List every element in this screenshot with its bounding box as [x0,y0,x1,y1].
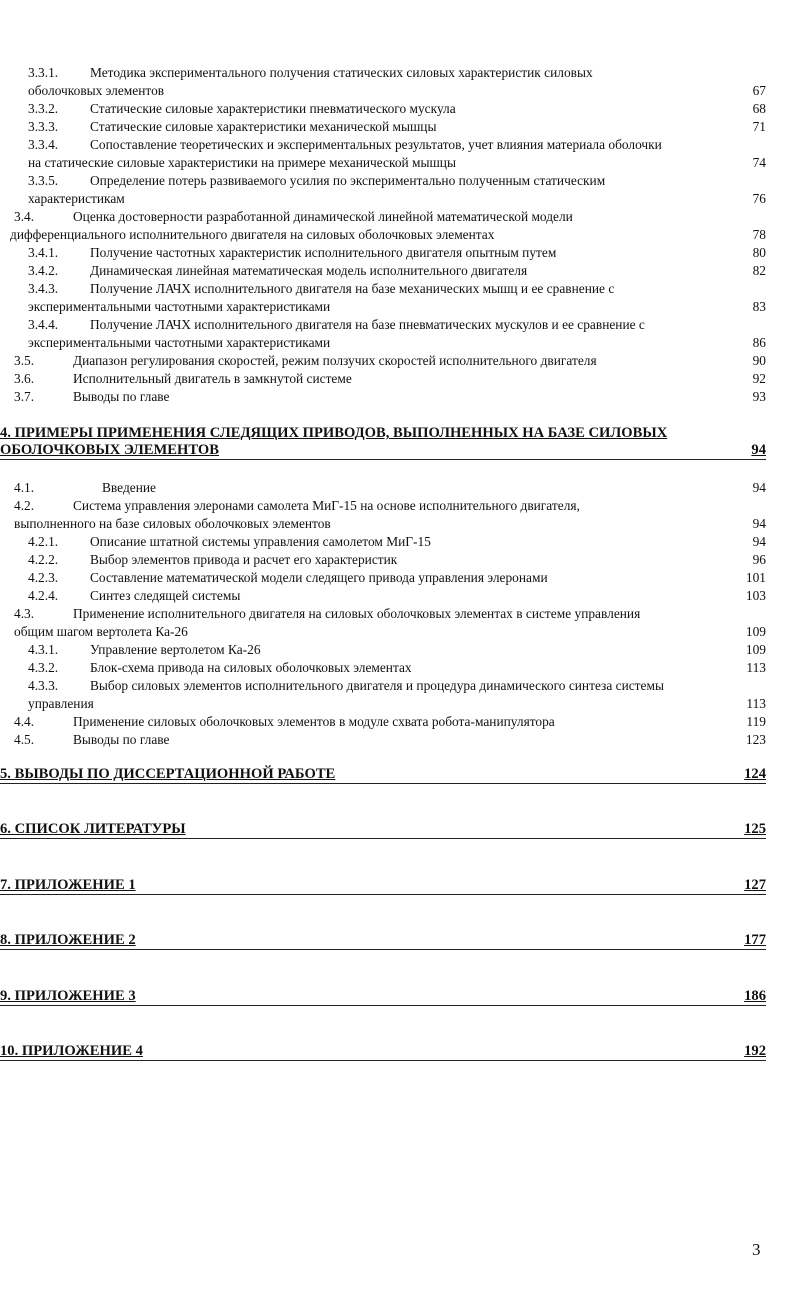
toc-entry-3-4-4[interactable] [28,316,645,333]
toc-entry-4-1[interactable] [14,479,156,496]
toc-entry-title: Получение ЛАЧХ исполнительного двигателя на базе пневматических мускулов и ее сравнение с [90,317,645,332]
chapter-rule [0,949,766,950]
toc-entry-3-3-1[interactable] [28,64,593,81]
toc-page-number: 101 [745,570,766,585]
toc-entry-number: 4.5. [14,732,35,747]
toc-entry-number: 4.2.4. [28,588,59,603]
toc-entry-3-3-3[interactable] [28,118,436,135]
toc-entry-title: Синтез следящей системы [90,588,241,603]
toc-chapter-7[interactable]: 7. ПРИЛОЖЕНИЕ 1 [0,877,136,893]
toc-chapter-page-number: 177 [744,932,766,948]
toc-entry-title: Выбор силовых элементов исполнительного двигателя и процедура динамического синтеза системы [90,678,664,693]
toc-page-number: 94 [752,516,766,531]
toc-entry-4-3-2[interactable] [28,659,412,676]
toc-entry-title: Оценка достоверности разработанной динамической линейной математической модели [73,209,573,224]
toc-entry-4-2-2[interactable] [28,551,397,568]
toc-entry-title: Применение силовых оболочковых элементов в модуле схвата робота-манипулятора [73,714,555,729]
toc-entry-number: 4.2.1. [28,534,59,549]
toc-entry-continuation: на статические силовые характеристики на примере механической мышцы [28,155,456,170]
toc-entry-number: 4.3.1. [28,642,59,657]
toc-entry-title: Получение ЛАЧХ исполнительного двигателя на базе механических мышц и ее сравнение с [90,281,615,296]
toc-page-number: 113 [746,696,766,711]
toc-entry-number: 3.4.4. [28,317,59,332]
toc-entry-number: 3.6. [14,371,35,386]
toc-entry-title: Выводы по главе [73,389,170,404]
toc-entry-3-3-5[interactable] [28,172,605,189]
toc-page-number: 103 [745,588,766,603]
toc-entry-number: 3.4.2. [28,263,59,278]
toc-chapter-page-number: 186 [744,988,766,1004]
toc-chapter-4-continuation[interactable]: ОБОЛОЧКОВЫХ ЭЛЕМЕНТОВ [0,442,219,458]
toc-entry-title: Определение потерь развиваемого усилия по экспериментально полученным статическим [90,173,606,188]
toc-entry-4-3-3[interactable] [28,677,664,694]
toc-page-number: 83 [752,299,766,314]
toc-entry-4-2[interactable] [14,497,580,514]
toc-entry-title: Описание штатной системы управления самолетом МиГ-15 [90,534,431,549]
toc-chapter-4[interactable]: 4. ПРИМЕРЫ ПРИМЕНЕНИЯ СЛЕДЯЩИХ ПРИВОДОВ, ВЫПОЛНЕННЫХ НА БАЗЕ СИЛОВЫХ [0,425,668,441]
toc-entry-3-3-4[interactable] [28,136,662,153]
chapter-rule [0,894,766,895]
toc-entry-number: 3.7. [14,389,35,404]
toc-page-number: 86 [752,335,766,350]
toc-page-number: 82 [752,263,766,278]
toc-entry-continuation: экспериментальными частотными характеристиками [28,299,331,314]
toc-page-number: 78 [752,227,766,242]
toc-entry-3-4-2[interactable] [28,262,527,279]
toc-entry-title: Исполнительный двигатель в замкнутой системе [73,371,352,386]
toc-entry-title: Получение частотных характеристик исполнительного двигателя опытным путем [90,245,557,260]
toc-page-number: 119 [746,714,766,729]
toc-entry-number: 3.4.1. [28,245,59,260]
toc-entry-number: 3.3.3. [28,119,59,134]
toc-entry-3-4-1[interactable] [28,244,556,261]
toc-entry-continuation: выполненного на базе силовых оболочковых элементов [14,516,331,531]
toc-entry-number: 4.4. [14,714,35,729]
toc-page-number: 96 [752,552,766,567]
toc-chapter-10[interactable]: 10. ПРИЛОЖЕНИЕ 4 [0,1043,143,1059]
toc-chapter-page-number: 127 [744,877,766,893]
toc-entry-number: 3.3.1. [28,65,59,80]
toc-chapter-page-number: 94 [751,442,766,458]
toc-entry-4-2-3[interactable] [28,569,548,586]
toc-entry-number: 4.3. [14,606,35,621]
toc-page-number: 109 [745,624,766,639]
toc-entry-title: Блок-схема привода на силовых оболочковых элементах [90,660,412,675]
toc-entry-continuation: управления [28,696,94,711]
toc-entry-continuation: общим шагом вертолета Ка-26 [14,624,188,639]
toc-entry-title: Методика экспериментального получения статических силовых характеристик силовых [90,65,593,80]
toc-chapter-8[interactable]: 8. ПРИЛОЖЕНИЕ 2 [0,932,136,948]
toc-chapter-page-number: 192 [744,1043,766,1059]
toc-page-number: 113 [746,660,766,675]
chapter-rule [0,459,766,460]
toc-entry-3-5[interactable] [14,352,597,369]
toc-page-number: 74 [752,155,766,170]
chapter-rule [0,1005,766,1006]
toc-entry-continuation: оболочковых элементов [28,83,165,98]
toc-page-number: 71 [752,119,766,134]
toc-entry-4-5[interactable] [14,731,169,748]
toc-entry-number: 3.4.3. [28,281,59,296]
toc-chapter-9[interactable]: 9. ПРИЛОЖЕНИЕ 3 [0,988,136,1004]
toc-entry-title: Статические силовые характеристики механической мышцы [90,119,437,134]
toc-entry-4-3[interactable] [14,605,640,622]
toc-entry-title: Диапазон регулирования скоростей, режим ползучих скоростей исполнительного двигателя [73,353,597,368]
toc-page-number: 94 [752,480,766,495]
toc-entry-continuation: характеристикам [28,191,125,206]
toc-entry-3-4[interactable] [14,208,573,225]
toc-chapter-page-number: 124 [744,766,766,782]
toc-chapter-5[interactable]: 5. ВЫВОДЫ ПО ДИССЕРТАЦИОННОЙ РАБОТЕ [0,766,336,782]
toc-entry-title: Составление математической модели следящего привода управления элеронами [90,570,548,585]
toc-page-number: 123 [745,732,766,747]
toc-entry-number: 3.4. [14,209,35,224]
toc-chapter-6[interactable]: 6. СПИСОК ЛИТЕРАТУРЫ [0,821,186,837]
toc-page-number: 93 [752,389,766,404]
toc-entry-title: Динамическая линейная математическая модель исполнительного двигателя [90,263,528,278]
toc-page-number: 109 [745,642,766,657]
page-number: 3 [752,1240,761,1259]
toc-entry-title: Введение [102,480,156,495]
toc-entry-number: 3.5. [14,353,35,368]
toc-entry-number: 3.3.5. [28,173,59,188]
toc-entry-3-7[interactable] [14,388,169,405]
toc-entry-3-6[interactable] [14,370,352,387]
toc-entry-4-2-1[interactable] [28,533,431,550]
toc-entry-4-4[interactable] [14,713,555,730]
toc-entry-title: Применение исполнительного двигателя на силовых оболочковых элементах в системе управления [73,606,641,621]
toc-entry-number: 3.3.2. [28,101,59,116]
toc-page-number: 67 [752,83,766,98]
toc-entry-number: 4.2.3. [28,570,59,585]
toc-page-number: 80 [752,245,766,260]
toc-entry-title: Выбор элементов привода и расчет его характеристик [90,552,398,567]
toc-entry-4-2-4[interactable] [28,587,240,604]
toc-page-number: 92 [752,371,766,386]
toc-entry-title: Управление вертолетом Ка-26 [90,642,261,657]
toc-entry-title: Выводы по главе [73,732,170,747]
toc-entry-title: Статические силовые характеристики пневматического мускула [90,101,456,116]
chapter-rule [0,838,766,839]
toc-page-number: 94 [752,534,766,549]
toc-entry-4-3-1[interactable] [28,641,261,658]
toc-entry-3-4-3[interactable] [28,280,614,297]
toc-entry-number: 3.3.4. [28,137,59,152]
chapter-rule [0,1060,766,1061]
toc-entry-continuation: экспериментальными частотными характеристиками [28,335,331,350]
toc-entry-title: Система управления элеронами самолета МиГ-15 на основе исполнительного двигателя, [73,498,580,513]
toc-entry-number: 4.3.2. [28,660,59,675]
toc-chapter-page-number: 125 [744,821,766,837]
toc-entry-number: 4.2.2. [28,552,59,567]
chapter-rule [0,783,766,784]
toc-entry-continuation: дифференциального исполнительного двигателя на силовых оболочковых элементах [10,227,495,242]
toc-entry-title: Сопоставление теоретических и экспериментальных результатов, учет влияния материала оболочки [90,137,662,152]
toc-entry-3-3-2[interactable] [28,100,456,117]
toc-entry-number: 4.3.3. [28,678,59,693]
toc-page-number: 68 [752,101,766,116]
toc-page-number: 76 [752,191,766,206]
toc-page-number: 90 [752,353,766,368]
toc-entry-number: 4.1. [14,480,35,495]
toc-entry-number: 4.2. [14,498,35,513]
